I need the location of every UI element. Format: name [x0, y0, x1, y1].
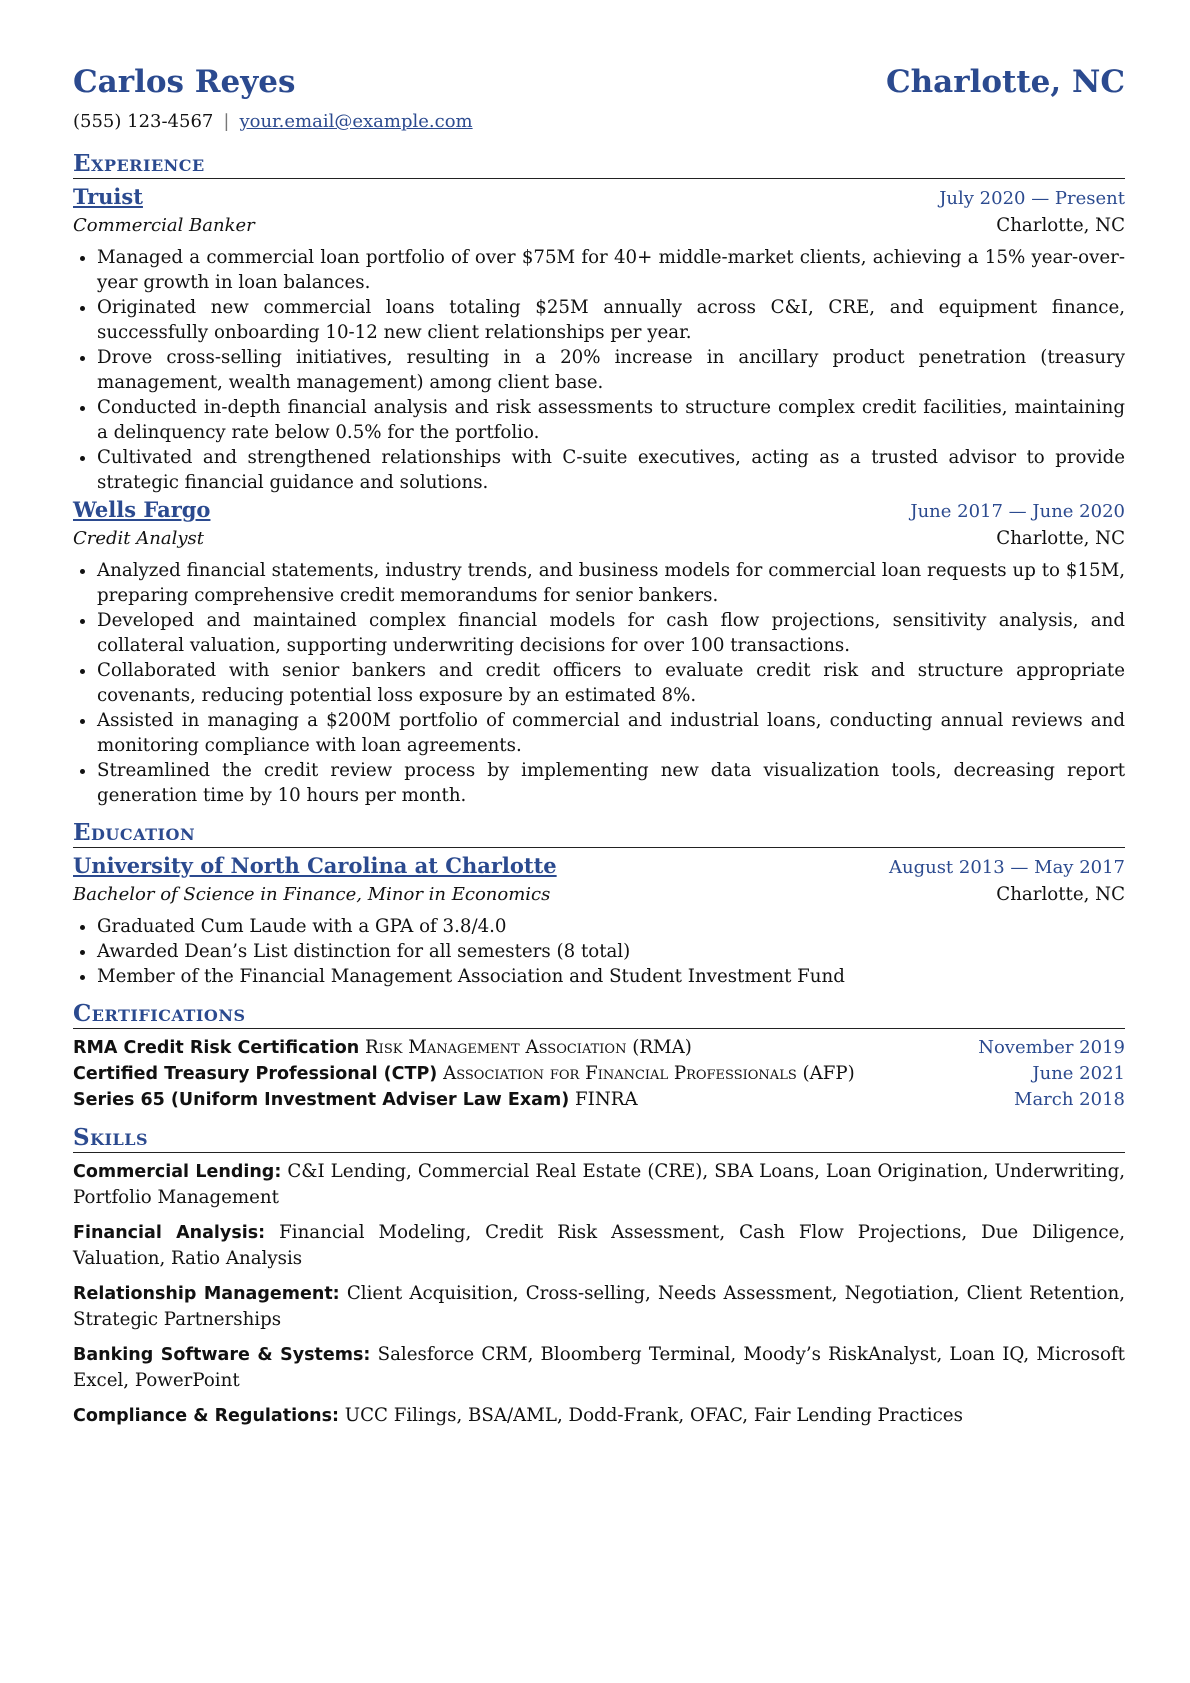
bullet: • Managed a commercial loan portfolio of over $75M for 40+ middle-market clients, achieving a 15% year-over-year growth in loan balances.	[97, 245, 1125, 295]
resume-page	[73, 62, 1125, 1439]
bullet: • Awarded Dean’s List distinction for all semesters (8 total)	[97, 939, 1125, 964]
phone: (555) 123-4567	[73, 111, 214, 132]
job-entry	[73, 182, 1125, 495]
section-title: Certifications	[73, 1001, 1125, 1029]
skill-row	[73, 1159, 1125, 1210]
skill-row	[73, 1281, 1125, 1332]
degree: Bachelor of Science in Finance, Minor in Economics	[73, 884, 551, 905]
skill-label: Compliance & Regulations:	[73, 1406, 339, 1426]
bullet: • Graduated Cum Laude with a GPA of 3.8/4.0	[97, 914, 1125, 939]
job-title: Commercial Banker	[73, 215, 255, 236]
job-dates: July 2020 — Present	[939, 188, 1125, 209]
section-title: Experience	[73, 151, 1125, 179]
job-bullets	[73, 245, 1125, 495]
job-dates: June 2017 — June 2020	[910, 501, 1125, 522]
skill-value: Financial Modeling, Credit Risk Assessment, Cash Flow Projections, Due Diligence, Valuation, Ratio Analysis	[73, 1222, 1126, 1269]
skill-row	[73, 1220, 1125, 1271]
cert-name: Certified Treasury Professional (CTP)	[73, 1064, 438, 1084]
certification-item	[73, 1087, 1125, 1113]
resume-header	[73, 62, 1125, 102]
cert-name: Series 65 (Uniform Investment Adviser Law Exam)	[73, 1090, 570, 1110]
separator: |	[223, 111, 230, 132]
job-location: Charlotte, NC	[996, 528, 1125, 549]
candidate-name: Carlos Reyes	[73, 64, 296, 100]
cert-name: RMA Credit Risk Certification	[73, 1038, 360, 1058]
company-link[interactable]: Truist	[73, 184, 143, 209]
education-dates: August 2013 — May 2017	[888, 857, 1125, 878]
job-bullets	[73, 558, 1125, 808]
skill-value: C&I Lending, Commercial Real Estate (CRE), SBA Loans, Loan Origination, Underwriting, Portfolio Management	[73, 1161, 1125, 1208]
candidate-location: Charlotte, NC	[885, 64, 1125, 100]
bullet: • Streamlined the credit review process by implementing new data visualization tools, decreasing report generation time by 10 hours per month.	[97, 758, 1125, 808]
bullet: • Conducted in-depth financial analysis and risk assessments to structure complex credit facilities, maintaining a delinquency rate below 0.5% for the portfolio.	[97, 395, 1125, 445]
experience-section	[73, 151, 1125, 808]
cert-org: Association for Financial Professionals (AFP)	[443, 1063, 855, 1084]
skill-label: Financial Analysis:	[73, 1223, 266, 1243]
cert-org: FINRA	[575, 1089, 638, 1110]
bullet: • Collaborated with senior bankers and credit officers to evaluate credit risk and structure appropriate covenants, reducing potential loss exposure by an estimated 8%.	[97, 658, 1125, 708]
cert-date: March 2018	[1014, 1089, 1125, 1110]
skill-value: Client Acquisition, Cross-selling, Needs Assessment, Negotiation, Client Retention, Strategic Partnerships	[73, 1283, 1125, 1330]
skills-section	[73, 1125, 1125, 1429]
job-entry	[73, 495, 1125, 808]
skill-value: Salesforce CRM, Bloomberg Terminal, Moody’s RiskAnalyst, Loan IQ, Microsoft Excel, PowerPoint	[73, 1344, 1125, 1391]
cert-date: June 2021	[1032, 1063, 1125, 1084]
education-section	[73, 820, 1125, 989]
certifications-section	[73, 1001, 1125, 1113]
section-title: Skills	[73, 1125, 1125, 1153]
education-bullets	[73, 914, 1125, 989]
email-link[interactable]: your.email@example.com	[239, 111, 473, 132]
certification-item	[73, 1061, 1125, 1087]
skill-label: Relationship Management:	[73, 1284, 340, 1304]
contact-line	[73, 108, 1125, 135]
job-location: Charlotte, NC	[996, 215, 1125, 236]
bullet: • Developed and maintained complex financial models for cash flow projections, sensitivity analysis, and collateral valuation, supporting underwriting decisions for over 100 transactions.	[97, 608, 1125, 658]
bullet: • Member of the Financial Management Association and Student Investment Fund	[97, 964, 1125, 989]
certification-item	[73, 1035, 1125, 1061]
skill-row	[73, 1342, 1125, 1393]
job-title: Credit Analyst	[73, 528, 204, 549]
cert-org: Risk Management Association (RMA)	[364, 1037, 692, 1058]
school-link[interactable]: University of North Carolina at Charlotte	[73, 853, 557, 878]
bullet: • Assisted in managing a $200M portfolio of commercial and industrial loans, conducting annual reviews and monitoring compliance with loan agreements.	[97, 708, 1125, 758]
cert-date: November 2019	[978, 1037, 1125, 1058]
section-title: Education	[73, 820, 1125, 848]
education-location: Charlotte, NC	[996, 884, 1125, 905]
bullet: • Originated new commercial loans totaling $25M annually across C&I, CRE, and equipment finance, successfully onboarding 10-12 new client relationships per year.	[97, 295, 1125, 345]
skill-row	[73, 1403, 1125, 1429]
bullet: • Analyzed financial statements, industry trends, and business models for commercial loan requests up to $15M, preparing comprehensive credit memorandums for senior bankers.	[97, 558, 1125, 608]
skill-label: Commercial Lending:	[73, 1162, 282, 1182]
bullet: • Cultivated and strengthened relationships with C-suite executives, acting as a trusted advisor to provide strategic financial guidance and solutions.	[97, 445, 1125, 495]
skill-value: UCC Filings, BSA/AML, Dodd-Frank, OFAC, Fair Lending Practices	[344, 1405, 963, 1426]
company-link[interactable]: Wells Fargo	[73, 497, 211, 522]
skill-label: Banking Software & Systems:	[73, 1345, 371, 1365]
bullet: • Drove cross-selling initiatives, resulting in a 20% increase in ancillary product penetration (treasury management, wealth management) among client base.	[97, 345, 1125, 395]
